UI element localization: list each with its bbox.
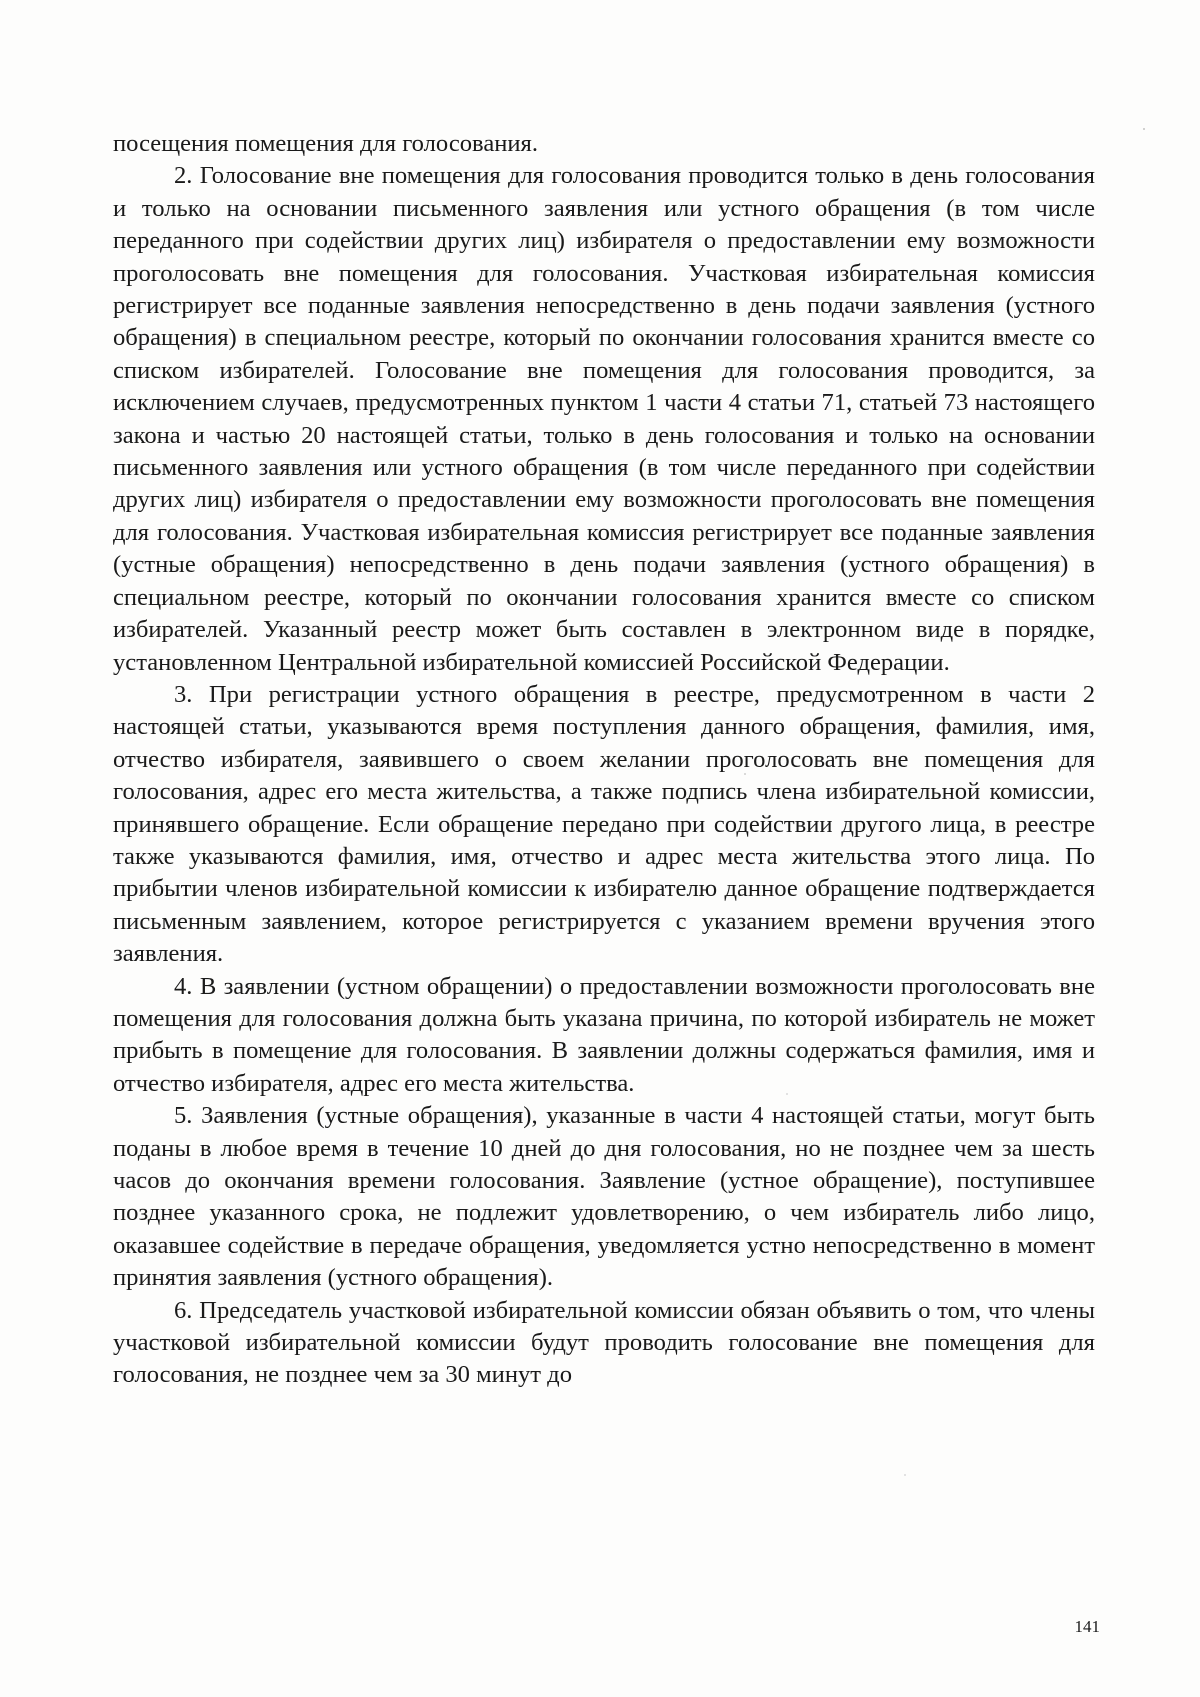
scan-speck	[744, 773, 746, 775]
scan-speck	[904, 1474, 906, 1476]
paragraph-item-5: 5. Заявления (устные обращения), указанные в части 4 настоящей статьи, могут быть поданы в любое время в течение 10 дней до дня голосования, но не позднее чем за шесть часов до окончания времени голосования. Заявление (устное обращение), поступившее позднее указанного срока, не подлежит удовлетворению, о чем избиратель либо лицо, оказавшее содействие в передаче обращения, уведомляется устно непосредственно в момент принятия заявления (устного обращения).	[113, 1102, 1095, 1292]
scan-speck	[786, 1093, 788, 1095]
paragraph-continuation: посещения помещения для голосования.	[113, 130, 539, 157]
paragraph-item-6: 6. Председатель участковой избирательной комиссии обязан объявить о том, что члены участковой избирательной комиссии будут проводить голосование вне помещения для голосования, не позднее чем за 30 минут до	[113, 1296, 1095, 1389]
paragraph-item-3: 3. При регистрации устного обращения в реестре, предусмотренном в части 2 настоящей статьи, указываются время поступления данного обращения, фамилия, имя, отчество избирателя, заявившего о своем желании проголосовать вне помещения для голосования, адрес его места жительства, а также подпись члена избирательной комиссии, принявшего обращение. Если обращение передано при содействии другого лица, в реестре также указываются фамилия, имя, отчество и адрес места жительства этого лица. По прибытии членов избирательной комиссии к избирателю данное обращение подтверждается письменным заявлением, которое регистрируется с указанием времени вручения этого заявления.	[113, 680, 1095, 968]
paragraph-item-2: 2. Голосование вне помещения для голосования проводится только в день голосования и только на основании письменного заявления или устного обращения (в том числе переданного при содействии других лиц) избирателя о предоставлении ему возможности проголосовать вне помещения для голосования. Участковая избирательная комиссия регистрирует все поданные заявления непосредственно в день подачи заявления (устного обращения) в специальном реестре, который по окончании голосования хранится вместе со списком избирателей. Голосование вне помещения для голосования проводится, за исключением случаев, предусмотренных пунктом 1 части 4 статьи 71, статьей 73 настоящего закона и частью 20 настоящей статьи, только в день голосования и только на основании письменного заявления или устного обращения (в том числе переданного при содействии других лиц) избирателя о предоставлении ему возможности проголосовать вне помещения для голосования. Участковая избирательная комиссия регистрирует все поданные заявления (устные обращения) непосредственно в день подачи заявления (устного обращения) в специальном реестре, который по окончании голосования хранится вместе со списком избирателей. Указанный реестр может быть составлен в электронном виде в порядке, установленном Центральной избирательной комиссией Российской Федерации.	[113, 162, 1095, 676]
paragraph-item-4: 4. В заявлении (устном обращении) о предоставлении возможности проголосовать вне помещения для голосования должна быть указана причина, по которой избиратель не может прибыть в помещение для голосования. В заявлении должны содержаться фамилия, имя и отчество избирателя, адрес его места жительства.	[113, 972, 1095, 1097]
scan-speck	[1143, 128, 1145, 130]
page-number: 141	[1074, 1617, 1100, 1636]
document-body	[113, 128, 1095, 1392]
